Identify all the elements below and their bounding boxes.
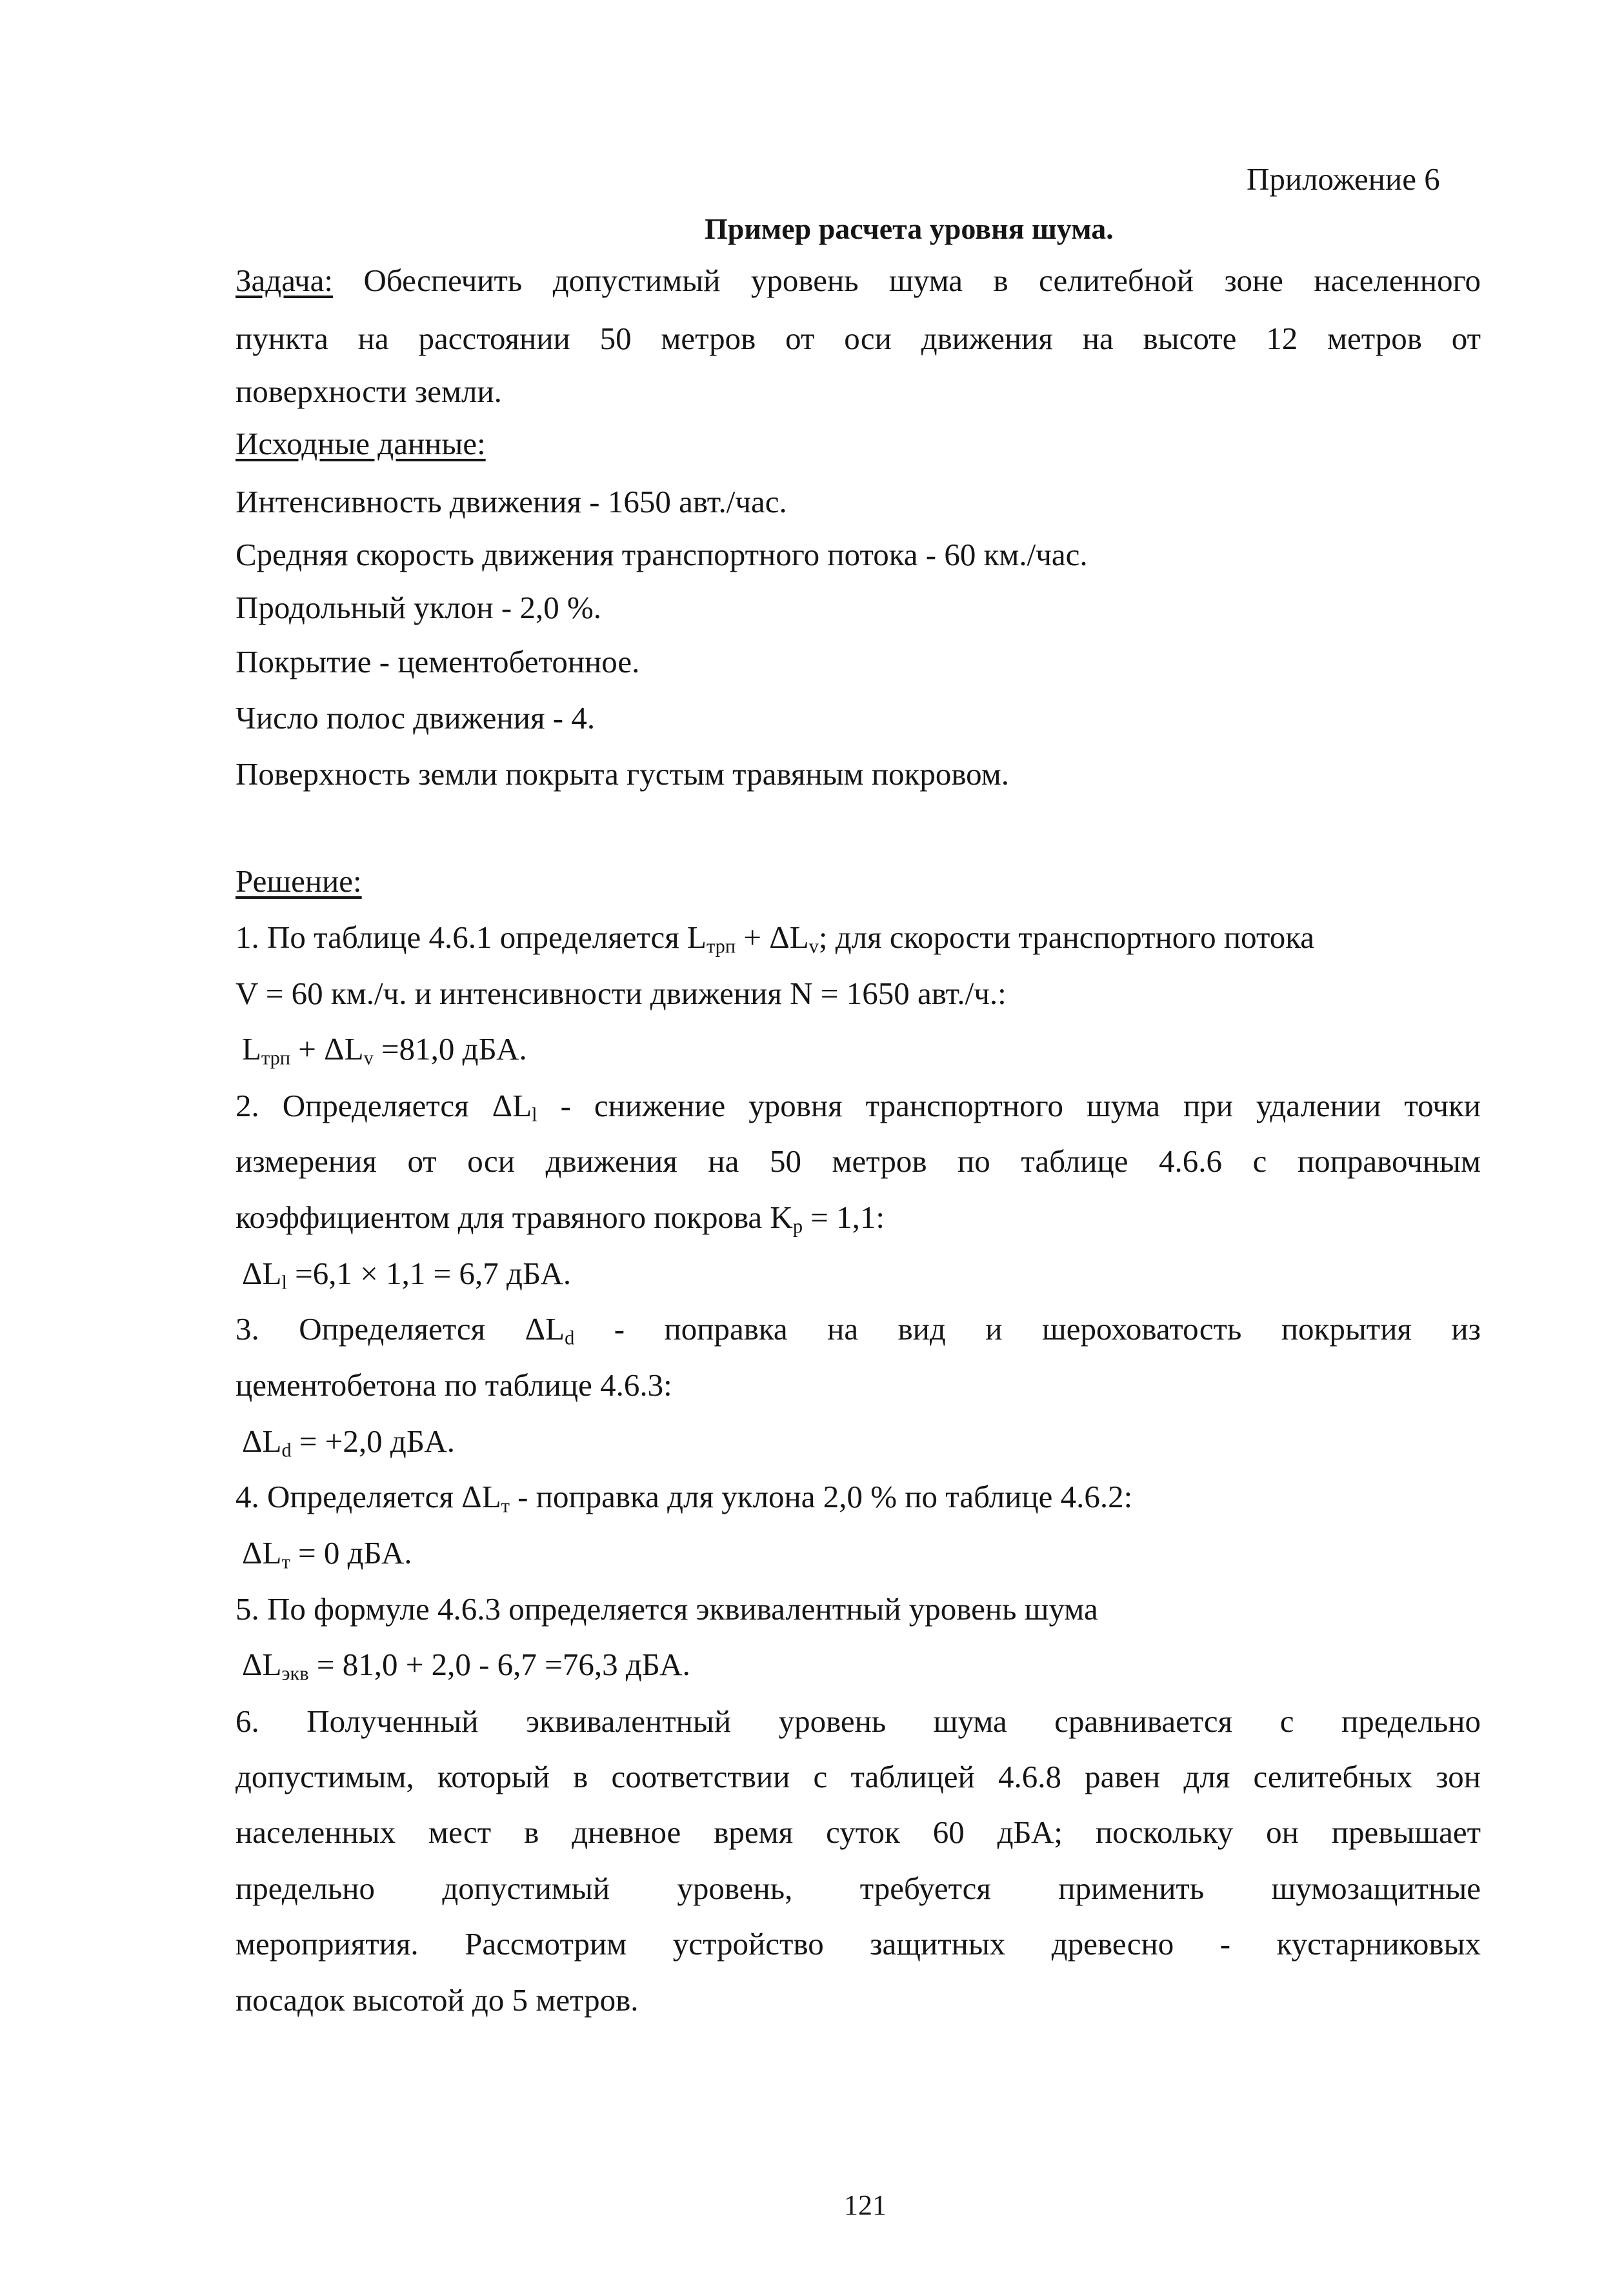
input-item: Интенсивность движения - 1650 авт./час. (236, 484, 787, 519)
input-heading: Исходные данные: (236, 426, 486, 461)
step-3-line-1: 3. Определяется $\Delta L_d$ - поправка на вид и шероховатость покрытия из (236, 1311, 1481, 1349)
step-6-line-5: мероприятия. Рассмотрим устройство защитных древесно - кустарниковых (236, 1926, 1481, 1962)
solution-heading: Решение: (236, 863, 362, 899)
appendix-label: Приложение 6 (1247, 161, 1440, 197)
step-2-line-2: измерения от оси движения на 50 метров по таблице 4.6.6 с поправочным (236, 1143, 1481, 1179)
step-2-line-3: коэффициентом для травяного покрова $K_p = 1,1$: (236, 1200, 885, 1238)
step-4-line-1: 4. Определяется $\Delta L_т$ - поправка для уклона 2,0 % по таблице 4.6.2: (236, 1479, 1133, 1517)
step-5-line-1: 5. По формуле 4.6.3 определяется эквивалентный уровень шума (236, 1591, 1098, 1627)
step-3-formula: $\Delta L_d = +2,0$ дБА. (242, 1423, 455, 1461)
task-label: Задача: (236, 263, 334, 298)
step-2-line-1: 2. Определяется $\Delta L_l$ - снижение уровня транспортного шума при удалении точки (236, 1088, 1481, 1126)
step-1-line-1: 1. По таблице 4.6.1 определяется $L_{трп} + \Delta L_v$; для скорости транспортного потока (236, 919, 1315, 958)
step-6-line-6: посадок высотой до 5 метров. (236, 1982, 639, 2018)
input-item: Поверхность земли покрыта густым травяным покровом. (236, 756, 1009, 792)
input-item: Продольный уклон - 2,0 %. (236, 590, 602, 625)
step-5-formula: $\Delta L_{экв} = 81,0 + 2,0 - 6,7 =76,3$ дБА. (242, 1647, 690, 1685)
step-6-line-1: 6. Полученный эквивалентный уровень шума сравнивается с предельно (236, 1703, 1481, 1739)
step-6-line-2: допустимым, который в соответствии с таблицей 4.6.8 равен для селитебных зон (236, 1759, 1481, 1794)
input-item: Покрытие - цементобетонное. (236, 644, 640, 679)
step-4-formula: $\Delta L_т = 0$ дБА. (242, 1535, 412, 1573)
task-line-2: пункта на расстоянии 50 метров от оси движения на высоте 12 метров от (236, 321, 1481, 356)
task-text-1: Обеспечить допустимый уровень шума в селитебной зоне населенного (363, 263, 1481, 298)
input-item: Средняя скорость движения транспортного потока - 60 км./час. (236, 537, 1088, 572)
step-6-line-3: населенных мест в дневное время суток 60 дБА; поскольку он превышает (236, 1814, 1481, 1850)
step-1-formula: $L_{трп} + \Delta L_v =81,0$ дБА. (242, 1031, 527, 1069)
step-2-formula: $\Delta L_l =6,1 \times 1,1 = 6,7$ дБА. (242, 1256, 572, 1294)
task-line-1 (236, 261, 1481, 300)
step-1-line-2: V = 60 км./ч. и интенсивности движения N = 1650 авт./ч.: (236, 976, 1007, 1011)
page-title: Пример расчета уровня шума. (705, 212, 1114, 245)
step-6-line-4: предельно допустимый уровень, требуется применить шумозащитные (236, 1871, 1481, 1906)
page-number: 121 (844, 2189, 887, 2221)
step-3-line-2: цементобетона по таблице 4.6.3: (236, 1367, 672, 1403)
input-item: Число полос движения - 4. (236, 700, 596, 736)
task-line-3: поверхности земли. (236, 374, 502, 409)
